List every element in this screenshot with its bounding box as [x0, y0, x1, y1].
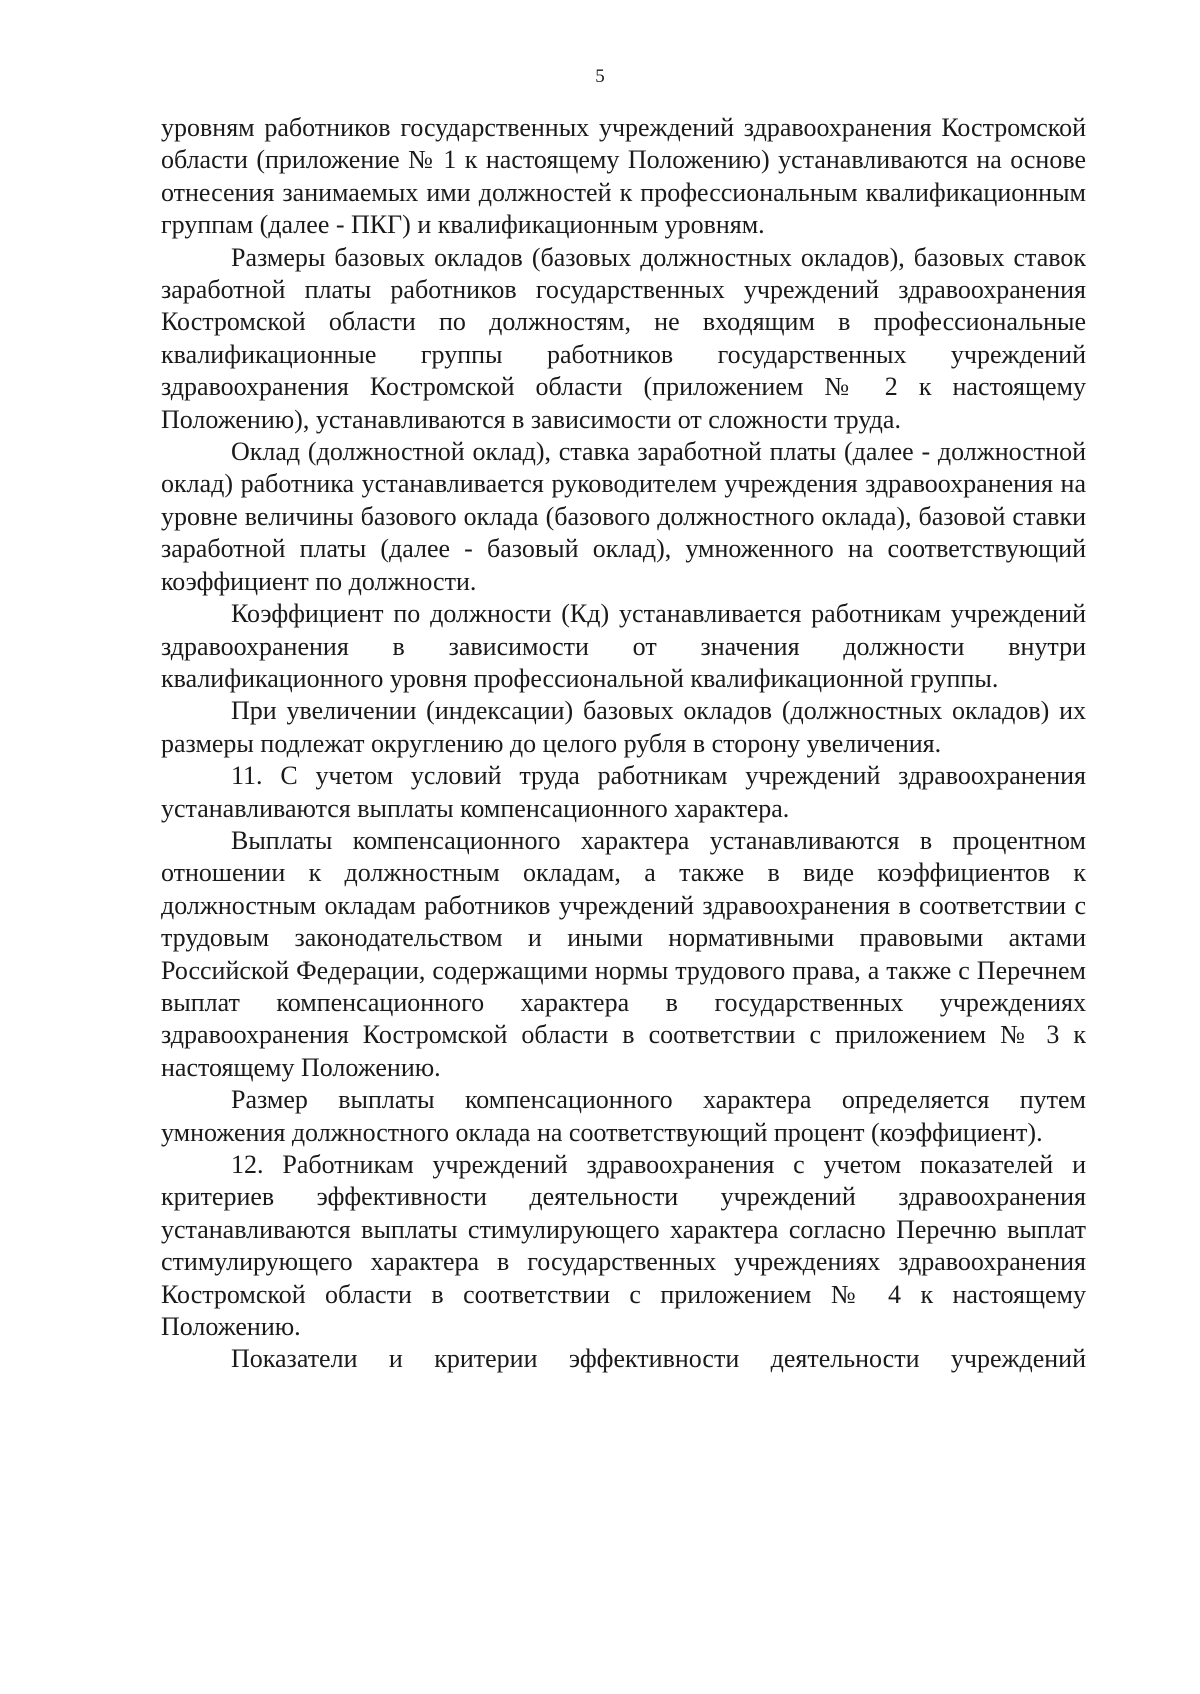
- paragraph-performance-criteria: Показатели и критерии эффективности деятельности учреждений: [231, 1344, 1086, 1374]
- paragraph-base-salaries: Размеры базовых окладов (базовых должностных окладов), базовых ставок заработной платы работников государственных учреждений здравоохранения Костромской области по должностям, не входящим в профессиональные квалификационные группы работников государственных учреждений здравоохранения Костромской области (приложением № 2 к настоящему Положению), устанавливаются в зависимости от сложности труда.: [161, 242, 1086, 434]
- document-body: [161, 112, 1086, 1376]
- paragraph-item-12: 12. Работникам учреждений здравоохранения с учетом показателей и критериев эффективности деятельности учреждений здравоохранения устанавливаются выплаты стимулирующего характера согласно Перечню выплат стимулирующего характера в государственных учреждениях здравоохранения Костромской области в соответствии с приложением № 4 к настоящему Положению.: [161, 1150, 1086, 1342]
- paragraph-salary-levels: уровням работников государственных учреждений здравоохранения Костромской области (приложение № 1 к настоящему Положению) устанавливаются на основе отнесения занимаемых ими должностей к профессиональным квалификационным группам (далее - ПКГ) и квалификационным уровням.: [161, 113, 1086, 240]
- paragraph-compensation-size: Размер выплаты компенсационного характера определяется путем умножения должностного оклада на соответствующий процент (коэффициент).: [161, 1085, 1086, 1147]
- paragraph-official-salary: Оклад (должностной оклад), ставка заработной платы (далее - должностной оклад) работника устанавливается руководителем учреждения здравоохранения на уровне величины базового оклада (базового должностного оклада), базовой ставки заработной платы (далее - базовый оклад), умноженного на соответствующий коэффициент по должности.: [161, 437, 1086, 596]
- paragraph-position-coefficient: Коэффициент по должности (Кд) устанавливается работникам учреждений здравоохранения в зависимости от значения должности внутри квалификационного уровня профессиональной квалификационной группы.: [161, 599, 1086, 693]
- page-number: 5: [595, 66, 605, 87]
- paragraph-compensation-payments: Выплаты компенсационного характера устанавливаются в процентном отношении к должностным окладам, а также в виде коэффициентов к должностным окладам работников учреждений здравоохранения в соответствии с трудовым законодательством и иными нормативными правовыми актами Российской Федерации, содержащими нормы трудового права, а также с Перечнем выплат компенсационного характера в государственных учреждениях здравоохранения Костромской области в соответствии с приложением № 3 к настоящему Положению.: [161, 825, 1086, 1082]
- paragraph-indexation: При увеличении (индексации) базовых окладов (должностных окладов) их размеры подлежат округлению до целого рубля в сторону увеличения.: [161, 696, 1086, 758]
- paragraph-item-11: 11. С учетом условий труда работникам учреждений здравоохранения устанавливаются выплаты компенсационного характера.: [161, 761, 1086, 823]
